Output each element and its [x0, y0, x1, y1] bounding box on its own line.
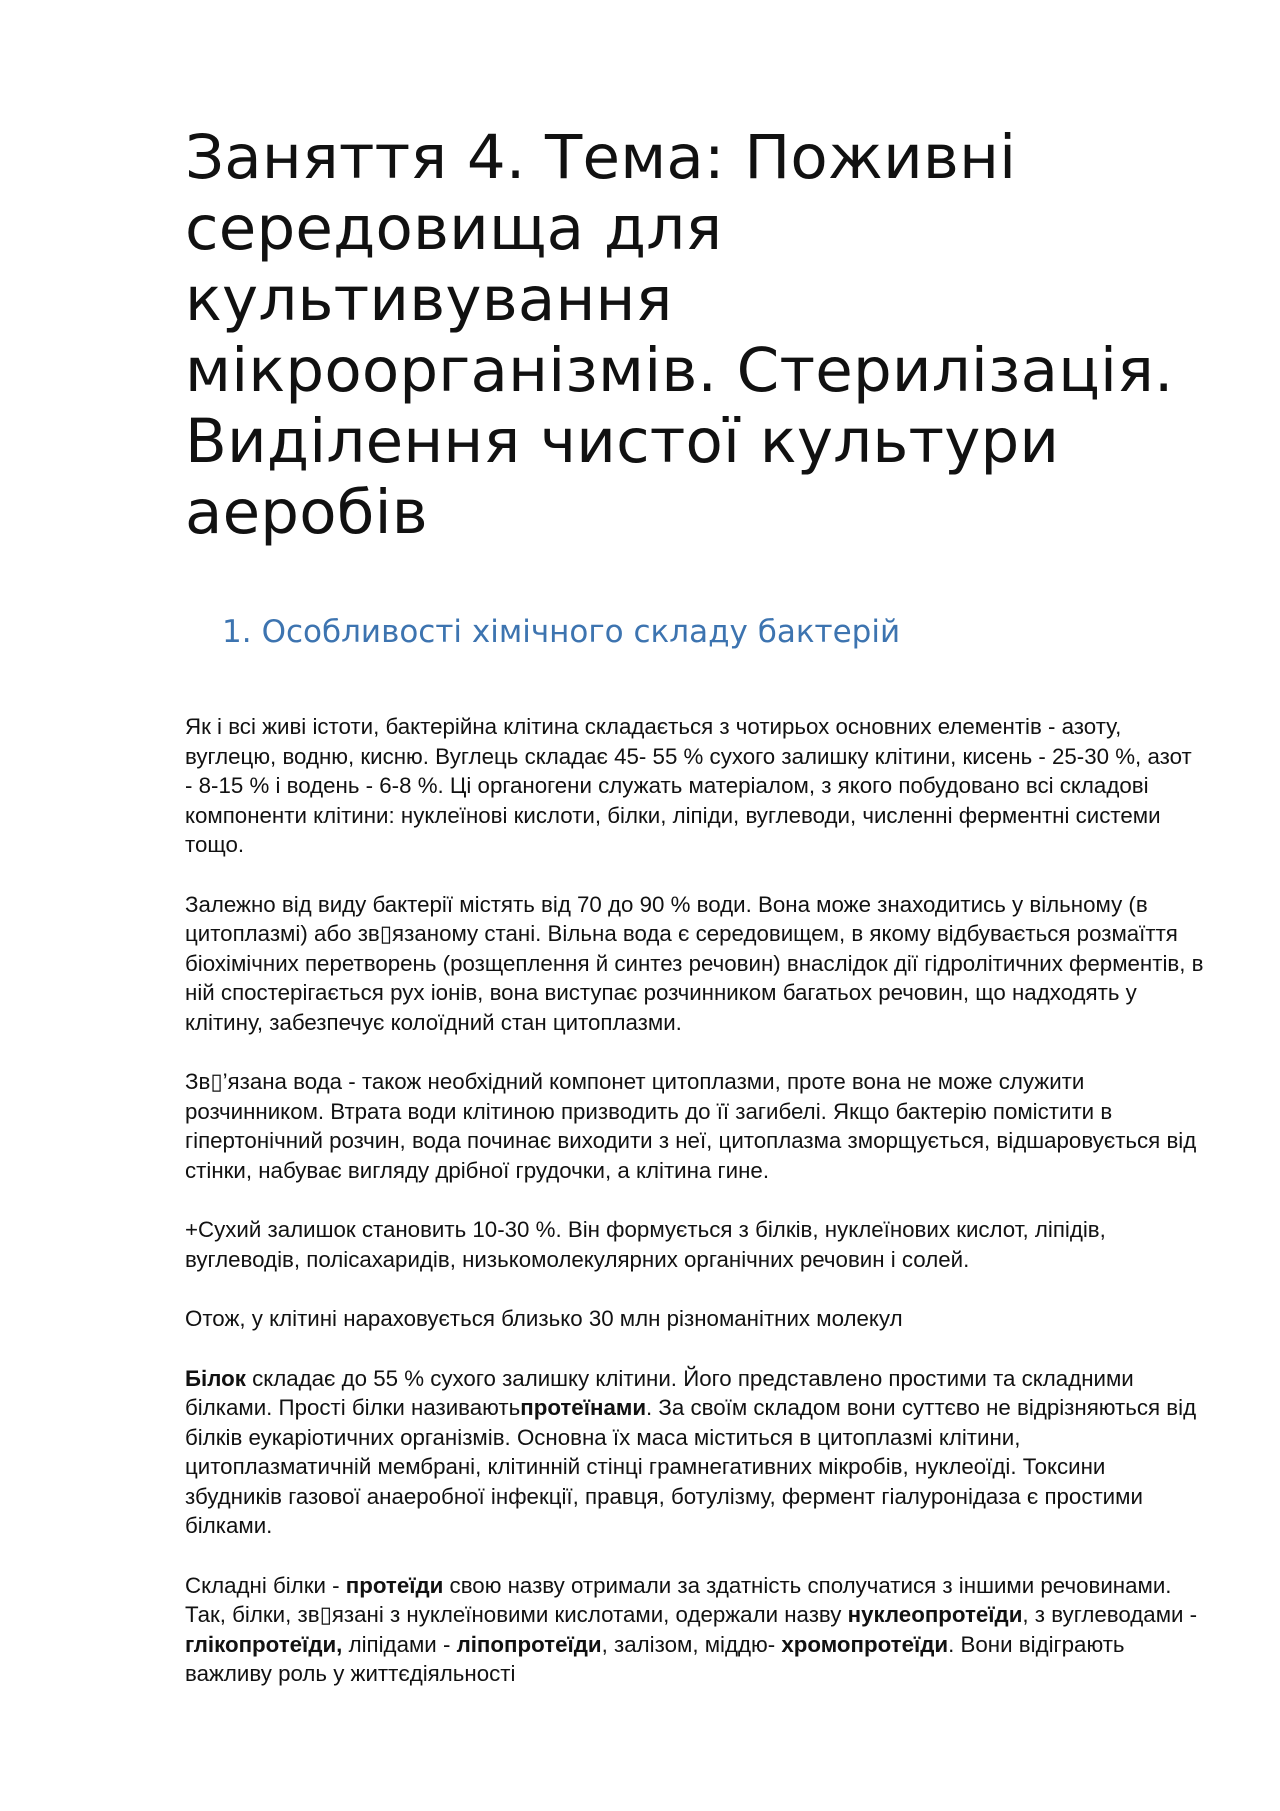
section-number: 1.	[222, 614, 252, 650]
paragraph-molecules: Отож, у клітині нараховується близько 30 млн різноманітних молекул	[185, 1306, 903, 1331]
paragraph-proteins: Білок складає до 55 % сухого залишку клітини. Його представлено простими та складними білками. Прості білки називаютьпротеїнами. За своїм складом вони суттєво не відрізняються від білків еукаріотичних організмів. Основна їх маса міститься в цитоплазмі клітини, цитоплазматичній мембрані, клітинній стінці грамнегативних мікробів, нуклеоїді. Токсини збудників газової анаеробної інфекції, правця, ботулізму, фермент гіалуронідаза є простими білками.	[185, 1365, 1197, 1538]
paragraph-complex-proteins: Складні білки - протеїди свою назву отримали за здатність сполучатися з іншими речовинами. Так, білки, зв▯язані з нуклеїновими кислотами, одержали назву нуклеопротеїди, з вуглеводами - глікопротеїди, ліпідами - ліпопротеїди, залізом, міддю- хромопротеїди. Вони відіграють важливу роль у життєдіяльності	[185, 1572, 1198, 1686]
term-protein: Білок	[185, 1365, 246, 1391]
term-proteins-simple: протеїнами	[520, 1395, 647, 1420]
paragraph-chemical-elements: Як і всі живі істоти, бактерійна клітина складається з чотирьох основних елементів - азоту, вуглецю, водню, кисню. Вуглець складає 45- 55 % сухого залишку клітини, кисень - 25-30 %, азот - 8-15 % і водень - 6-8 %. Ці органогени служать матеріалом, з якого побудовано всі складові компоненти клітини: нуклеїнові кислоти, білки, ліпіди, вуглеводи, численні ферментні системи тощо.	[185, 714, 1192, 857]
term-chromoproteids: хромопротеїди	[781, 1631, 949, 1657]
section-heading	[222, 612, 1205, 652]
paragraph-bound-water: Зв▯’язана вода - також необхідний компонет цитоплазми, проте вона не може служити розчинником. Втрата води клітиною призводить до її загибелі. Якщо бактерію помістити в гіпертонічний розчин, вода починає виходити з неї, цитоплазма зморщується, відшаровується від стінки, набуває вигляду дрібної грудочки, а клітина гине.	[185, 1069, 1197, 1183]
term-glycoproteids: глікопротеїди,	[185, 1631, 343, 1657]
paragraph-dry-residue: +Сухий залишок становить 10-30 %. Він формується з білків, нуклеїнових кислот, ліпідів, вуглеводів, полісахаридів, низькомолекулярних органічних речовин і солей.	[185, 1217, 1106, 1272]
term-nucleoproteids: нуклеопротеїди	[847, 1602, 1023, 1627]
section-heading-text: Особливості хімічного складу бактерій	[261, 614, 901, 650]
document-page	[185, 122, 1205, 1719]
document-body	[185, 712, 1205, 1689]
paragraph-free-water: Залежно від виду бактерії містять від 70 до 90 % води. Вона може знаходитись у вільному (в цитоплазмі) або зв▯язаному стані. Вільна вода є середовищем, в якому відбувається розмаїття біохімічних перетворень (розщеплення й синтез речовин) внаслідок дії гідролітичних ферментів, в ній спостерігається рух іонів, вона виступає розчинником багатьох речовин, що надходять у клітину, забезпечує колоїдний стан цитоплазми.	[185, 891, 1204, 1035]
term-lipoproteids: ліпопротеїди	[456, 1631, 602, 1657]
page-title: Заняття 4. Тема: Поживні середовища для культивування мікроорганізмів. Стерилізація. Виділення чистої культури аеробів	[185, 122, 1174, 548]
term-proteids: протеїди	[345, 1572, 444, 1598]
